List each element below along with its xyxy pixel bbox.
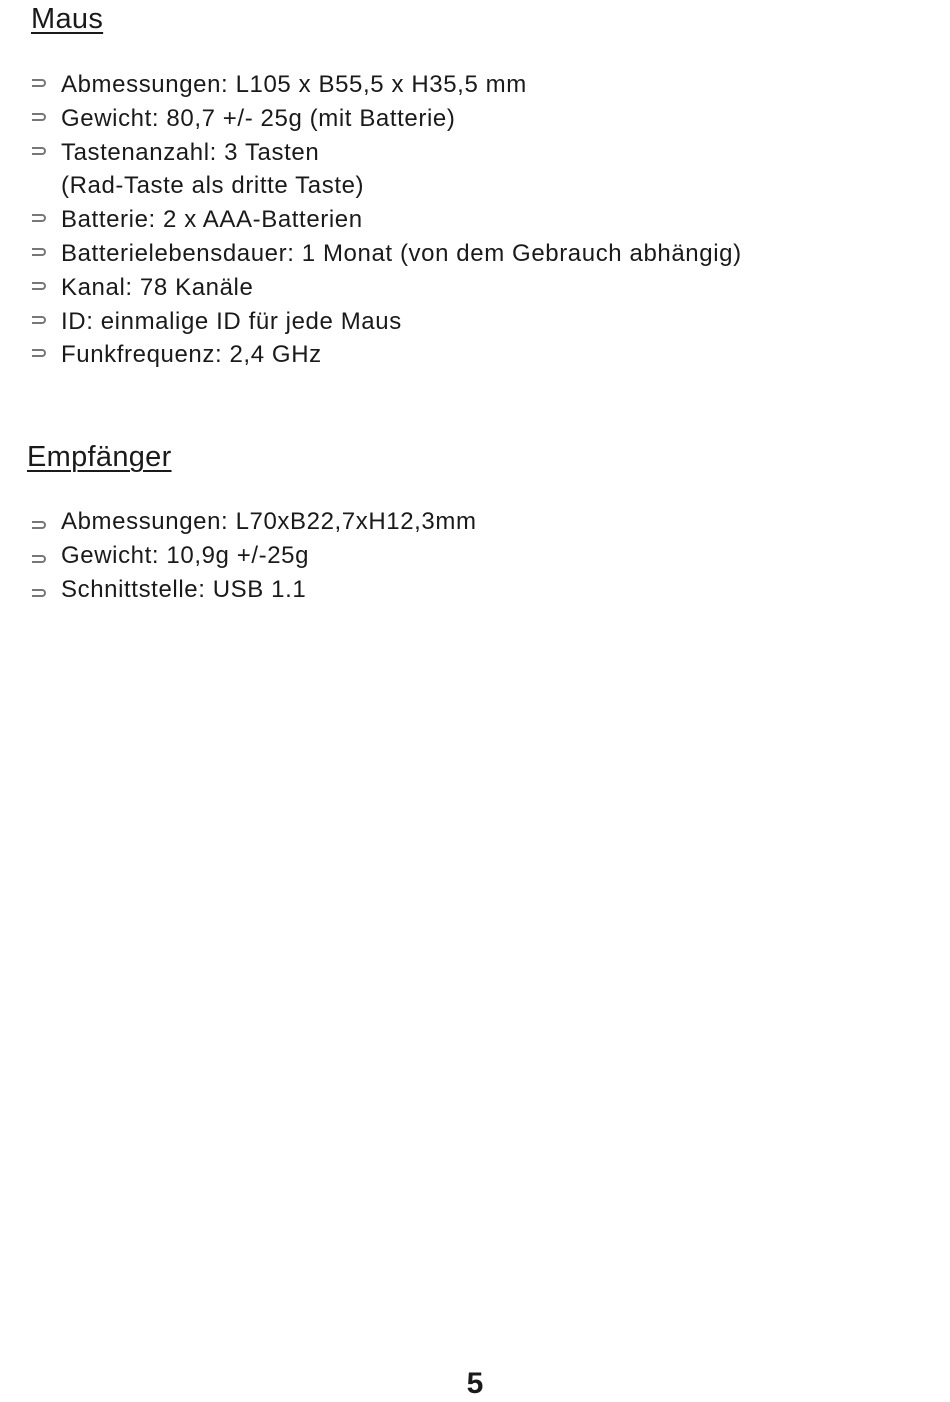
spec-item-receiver-dimensions bbox=[28, 505, 477, 539]
spec-item-dimensions bbox=[28, 68, 742, 102]
hook-arrow-right-icon bbox=[31, 77, 46, 89]
spec-item-text: Abmessungen: L70xB22,7xH12,3mm bbox=[61, 508, 477, 535]
hook-arrow-right-icon bbox=[31, 519, 46, 531]
spec-item-weight bbox=[28, 102, 742, 136]
spec-item-buttons bbox=[28, 136, 742, 204]
spec-item-text: Batterie: 2 x AAA-Batterien bbox=[61, 206, 363, 234]
spec-item-receiver-weight bbox=[28, 539, 477, 573]
section-heading-maus: Maus bbox=[31, 3, 104, 35]
spec-item-text: Tastenanzahl: 3 Tasten bbox=[61, 138, 320, 166]
hook-arrow-right-icon bbox=[31, 347, 46, 359]
hook-arrow-right-icon bbox=[31, 314, 46, 326]
hook-arrow-right-icon bbox=[31, 587, 46, 599]
spec-item-receiver-interface bbox=[28, 573, 477, 607]
spec-item-text: Schnittstelle: USB 1.1 bbox=[61, 575, 307, 603]
hook-arrow-right-icon bbox=[31, 111, 46, 123]
spec-item-text: Funkfrequenz: 2,4 GHz bbox=[61, 341, 322, 369]
hook-arrow-right-icon bbox=[31, 145, 46, 157]
spec-item-text: Gewicht: 80,7 +/- 25g (mit Batterie) bbox=[61, 104, 456, 132]
hook-arrow-right-icon bbox=[31, 553, 46, 565]
hook-arrow-right-icon bbox=[31, 212, 46, 224]
spec-item-text: ID: einmalige ID für jede Maus bbox=[61, 307, 402, 335]
spec-item-text: Abmessungen: L105 x B55,5 x H35,5 mm bbox=[61, 71, 527, 98]
spec-item-channel bbox=[28, 271, 742, 305]
spec-item-continuation: (Rad-Taste als dritte Taste) bbox=[61, 172, 365, 200]
spec-list-maus bbox=[28, 68, 742, 372]
spec-item-text: Batterielebensdauer: 1 Monat (von dem Gebrauch abhängig) bbox=[61, 239, 742, 267]
spec-item-battery bbox=[28, 203, 742, 237]
spec-item-id bbox=[28, 305, 742, 339]
spec-item-battery-life bbox=[28, 237, 742, 271]
spec-item-text: Gewicht: 10,9g +/-25g bbox=[61, 541, 310, 569]
section-heading-empfaenger: Empfänger bbox=[27, 441, 172, 473]
hook-arrow-right-icon bbox=[31, 280, 46, 292]
hook-arrow-right-icon bbox=[31, 246, 46, 258]
spec-item-text: Kanal: 78 Kanäle bbox=[61, 273, 254, 301]
spec-item-frequency bbox=[28, 338, 742, 372]
page-number: 5 bbox=[466, 1367, 484, 1400]
spec-list-empfaenger bbox=[28, 505, 477, 606]
